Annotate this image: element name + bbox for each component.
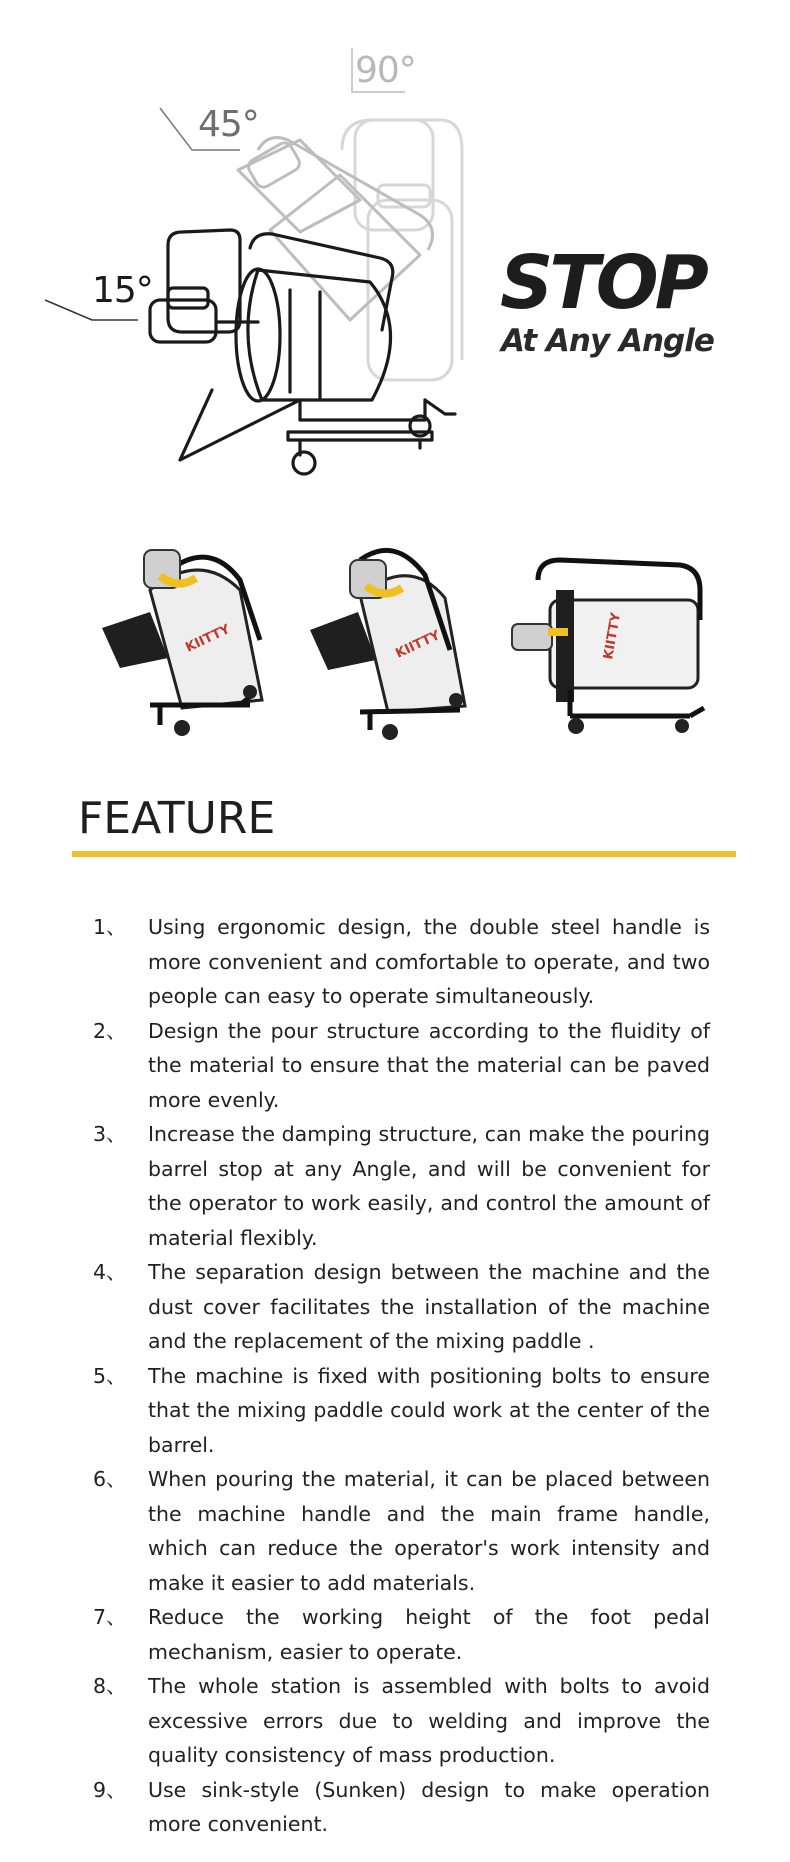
feature-item-text: Reduce the working height of the foot pedal mechanism, easier to operate. [148, 1605, 710, 1664]
mixer-photo-2 [310, 550, 465, 740]
feature-item-text: Design the pour structure according to the fluidity of the material to ensure that the material can be paved more evenly. [148, 1018, 710, 1112]
feature-item-number: 3、 [93, 1122, 127, 1146]
feature-heading: FEATURE [78, 793, 276, 844]
angle-45-label: 45° [198, 104, 259, 145]
feature-item [0, 1117, 790, 1255]
angle-90-label: 90° [355, 50, 416, 91]
feature-item-number: 1、 [93, 915, 127, 939]
feature-item-number: 4、 [93, 1260, 127, 1284]
photo-brand-label-2: KIITTY [393, 628, 443, 662]
feature-item-text: Using ergonomic design, the double steel handle is more convenient and comfortable to operate, and two people can easy to operate simultaneously. [148, 915, 710, 1008]
hero-illustration [0, 0, 790, 500]
feature-item-text: Use sink-style (Sunken) design to make operation more convenient. [148, 1777, 710, 1836]
feature-item [0, 1255, 790, 1359]
feature-item-text: Increase the damping structure, can make the pouring barrel stop at any Angle, and will be convenient for the operator to work easily, and control the amount of material flexibly. [148, 1122, 710, 1250]
feature-item [0, 910, 790, 1014]
feature-item-number: 8、 [93, 1674, 127, 1698]
feature-item-number: 7、 [93, 1605, 127, 1629]
feature-item-text: The separation design between the machine and the dust cover facilitates the installation of the machine and the replacement of the mixing paddle . [148, 1260, 710, 1353]
feature-item-number: 6、 [93, 1467, 127, 1491]
feature-item-text: When pouring the material, it can be placed between the machine handle and the main frame handle, which can reduce the operator's work intensity and make it easier to add materials. [148, 1467, 710, 1595]
mixer-photo-1 [102, 550, 262, 736]
feature-item [0, 1359, 790, 1463]
feature-item-number: 9、 [93, 1777, 127, 1802]
photo-brand-label-3: KIITTY [601, 611, 625, 661]
feature-heading-underline [72, 851, 736, 857]
feature-item [0, 1014, 790, 1118]
feature-item [0, 1669, 790, 1773]
photo-brand-label-1: KIITTY [183, 622, 233, 656]
angle-15-label: 15° [92, 270, 153, 311]
feature-item-number: 2、 [93, 1018, 127, 1043]
product-photos-row [0, 520, 790, 750]
slogan-at-any-angle: At Any Angle [501, 323, 714, 359]
feature-item [0, 1600, 790, 1669]
feature-item [0, 1462, 790, 1600]
feature-list [0, 910, 790, 1842]
slogan-stop: STOP [500, 240, 705, 326]
feature-item [0, 1773, 790, 1842]
feature-item-text: The whole station is assembled with bolts to avoid excessive errors due to welding and improve the quality consistency of mass production. [148, 1674, 710, 1767]
feature-item-number: 5、 [93, 1363, 127, 1388]
product-photos [0, 520, 790, 750]
feature-item-text: The machine is fixed with positioning bolts to ensure that the mixing paddle could work at the center of the barrel. [148, 1363, 710, 1457]
